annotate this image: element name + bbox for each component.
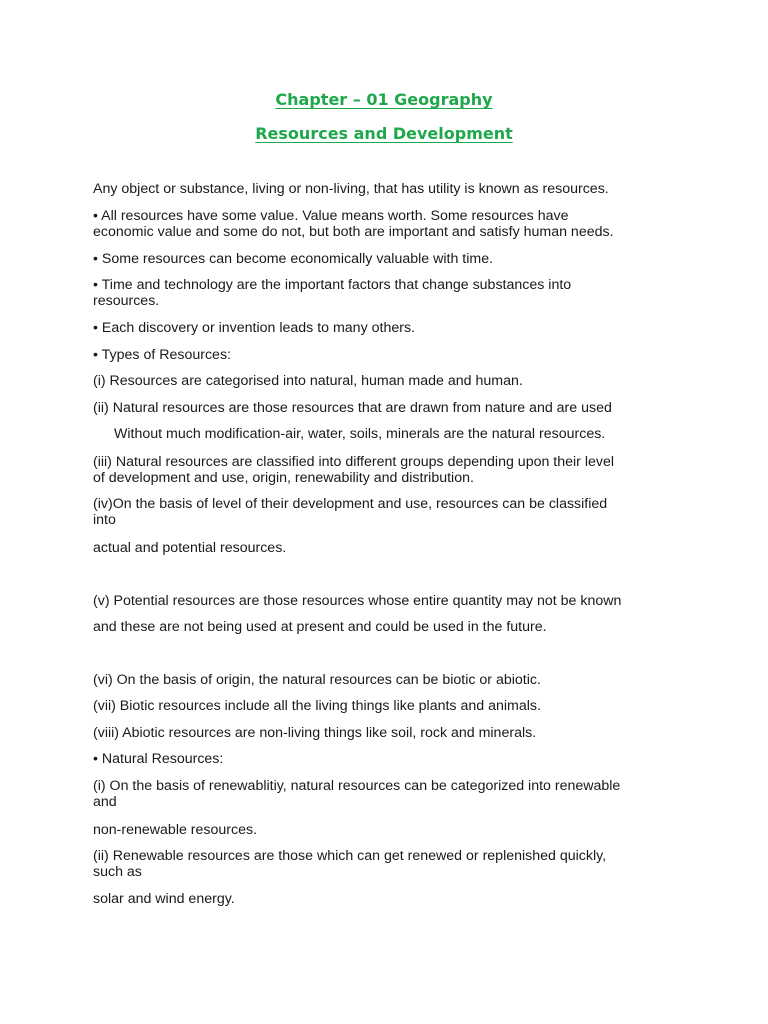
paragraph bbox=[93, 778, 683, 810]
paragraph bbox=[114, 426, 704, 442]
paragraph-line: Any object or substance, living or non-living, that has utility is known as resources. bbox=[93, 181, 609, 197]
paragraph bbox=[93, 373, 683, 389]
paragraph bbox=[93, 848, 683, 880]
paragraph-line: (i) On the basis of renewablitiy, natural resources can be categorized into renewable bbox=[93, 778, 621, 794]
paragraph-line: resources. bbox=[93, 293, 160, 309]
paragraph-line: solar and wind energy. bbox=[93, 891, 235, 907]
paragraph bbox=[93, 540, 683, 556]
paragraph bbox=[93, 672, 683, 688]
paragraph bbox=[93, 320, 683, 336]
paragraph-line: actual and potential resources. bbox=[93, 540, 287, 556]
paragraph bbox=[93, 454, 683, 486]
paragraph bbox=[93, 891, 683, 907]
paragraph bbox=[93, 251, 683, 267]
paragraph-line: into bbox=[93, 512, 116, 528]
paragraph bbox=[93, 347, 683, 363]
paragraph bbox=[93, 698, 683, 714]
paragraph bbox=[93, 751, 683, 767]
paragraph-line: • Types of Resources: bbox=[93, 347, 231, 363]
paragraph-line: (iv)On the basis of level of their development and use, resources can be classified bbox=[93, 496, 608, 512]
paragraph bbox=[93, 181, 683, 197]
paragraph-line: of development and use, origin, renewability and distribution. bbox=[93, 470, 474, 486]
paragraph-line: (ii) Renewable resources are those which can get renewed or replenished quickly, bbox=[93, 848, 607, 864]
paragraph-line: (iii) Natural resources are classified into different groups depending upon their level bbox=[93, 454, 615, 470]
paragraph bbox=[93, 822, 683, 838]
paragraph-line: and bbox=[93, 794, 117, 810]
paragraph bbox=[93, 496, 683, 528]
paragraph-line: economic value and some do not, but both are important and satisfy human needs. bbox=[93, 224, 614, 240]
paragraph bbox=[93, 593, 683, 609]
paragraph bbox=[93, 619, 683, 635]
paragraph-line: and these are not being used at present and could be used in the future. bbox=[93, 619, 547, 635]
paragraph-line: Without much modification-air, water, soils, minerals are the natural resources. bbox=[114, 426, 606, 442]
paragraph-line: • Some resources can become economically valuable with time. bbox=[93, 251, 494, 267]
section-title: Resources and Development bbox=[255, 124, 513, 143]
paragraph-line: non-renewable resources. bbox=[93, 822, 258, 838]
paragraph bbox=[93, 725, 683, 741]
paragraph-line: • Natural Resources: bbox=[93, 751, 224, 767]
chapter-title: Chapter – 01 Geography bbox=[275, 90, 493, 109]
paragraph-line: (i) Resources are categorised into natural, human made and human. bbox=[93, 373, 523, 389]
paragraph bbox=[93, 208, 683, 240]
paragraph-line: (viii) Abiotic resources are non-living things like soil, rock and minerals. bbox=[93, 725, 537, 741]
paragraph-line: • Time and technology are the important factors that change substances into bbox=[93, 277, 572, 293]
paragraph-line: (vii) Biotic resources include all the living things like plants and animals. bbox=[93, 698, 541, 714]
paragraph-line: • All resources have some value. Value means worth. Some resources have bbox=[93, 208, 569, 224]
paragraph-line: (ii) Natural resources are those resources that are drawn from nature and are used bbox=[93, 400, 612, 416]
paragraph-line: (vi) On the basis of origin, the natural resources can be biotic or abiotic. bbox=[93, 672, 541, 688]
paragraph-line: (v) Potential resources are those resources whose entire quantity may not be known bbox=[93, 593, 622, 609]
paragraph-line: such as bbox=[93, 864, 142, 880]
paragraph-line: • Each discovery or invention leads to many others. bbox=[93, 320, 415, 336]
paragraph bbox=[93, 277, 683, 309]
paragraph bbox=[93, 400, 683, 416]
